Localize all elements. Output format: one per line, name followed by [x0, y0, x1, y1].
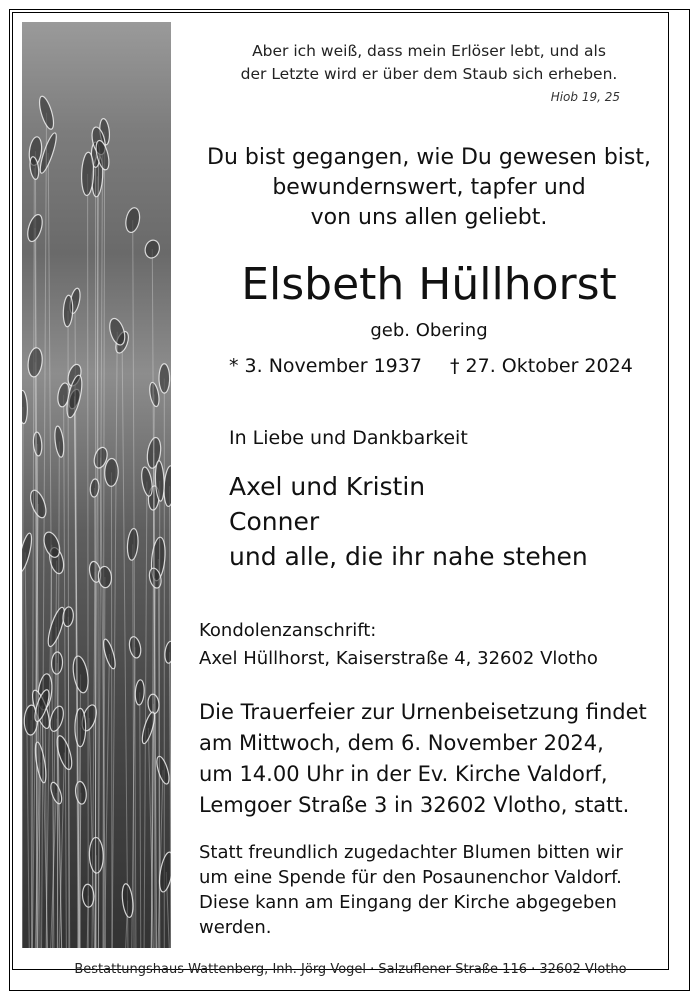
grass-seed-head	[37, 95, 57, 131]
grass-seed-head	[124, 207, 142, 234]
donation-line-2: um eine Spende für den Posaunenchor Valdorf.	[199, 867, 622, 888]
grass-seed-head	[28, 488, 49, 519]
service-line-4: Lemgoer Straße 3 in 32602 Vlotho, statt.	[199, 793, 630, 817]
grass-stem	[42, 706, 48, 948]
condolence-address	[199, 617, 598, 673]
deceased-name: Elsbeth Hüllhorst	[241, 259, 617, 310]
condolence-address-text: Axel Hüllhorst, Kaiserstraße 4, 32602 Vlotho	[199, 648, 598, 669]
poem	[190, 143, 668, 233]
grass-illustration	[22, 22, 171, 948]
mourners-line-3: und alle, die ihr nahe stehen	[229, 542, 588, 571]
grass-stem	[159, 481, 160, 948]
grass-stem	[22, 407, 23, 948]
service-line-3: um 14.00 Uhr in der Ev. Kirche Valdorf,	[199, 762, 608, 786]
grass-seed-head	[143, 239, 161, 260]
verse-reference: Hiob 19, 25	[550, 90, 620, 104]
mourners-line-1: Axel und Kristin	[229, 472, 426, 501]
grass-stem	[140, 692, 141, 948]
poem-line-1: Du bist gegangen, wie Du gewesen bist,	[207, 145, 651, 170]
grass-stem	[133, 544, 134, 948]
grass-stem	[46, 545, 52, 948]
grass-seed-head	[135, 680, 145, 706]
grass-seed-head	[33, 432, 43, 456]
grass-seed-head	[74, 781, 87, 805]
grass-stem	[144, 482, 147, 948]
grass-seed-head	[154, 755, 171, 785]
grass-seed-head	[126, 528, 139, 560]
grass-stem	[122, 342, 128, 948]
grass-seed-head	[27, 347, 44, 378]
mourners-list	[229, 469, 588, 574]
mourners-intro: In Liebe und Dankbarkeit	[229, 427, 468, 449]
birth-name: geb. Obering	[370, 320, 488, 341]
grass-seed-head	[104, 458, 118, 486]
birth-date: * 3. November 1937	[229, 355, 422, 377]
grass-seed-head	[22, 532, 34, 573]
grass-stem	[25, 552, 29, 948]
grass-photo	[22, 22, 171, 948]
grass-seed-head	[164, 641, 171, 664]
grass-stem	[88, 174, 89, 948]
poem-line-3: von uns allen geliebt.	[310, 205, 548, 230]
grass-seed-head	[159, 364, 170, 393]
mourners-line-2: Conner	[229, 507, 320, 536]
grass-seed-head	[22, 390, 28, 424]
grass-seed-head	[107, 317, 128, 347]
donation-note	[199, 840, 623, 940]
condolence-label: Kondolenzanschrift:	[199, 620, 377, 641]
grass-seed-head	[71, 655, 91, 694]
grass-seed-head	[140, 466, 154, 497]
grass-stem	[112, 332, 117, 948]
grass-stem	[64, 395, 67, 948]
grass-seed-head	[49, 781, 64, 805]
grass-seed-head	[47, 705, 65, 733]
verse-line-2: der Letzte wird er über dem Staub sich erheben.	[240, 65, 618, 83]
grass-seed-head	[148, 382, 161, 408]
grass-seed-head	[25, 213, 45, 243]
service-line-1: Die Trauerfeier zur Urnenbeisetzung findet	[199, 700, 647, 724]
grass-seed-head	[89, 837, 104, 873]
verse-line-1: Aber ich weiß, dass mein Erlöser lebt, und als	[252, 42, 606, 60]
donation-line-4: werden.	[199, 917, 272, 938]
death-date: † 27. Oktober 2024	[450, 355, 633, 377]
funeral-home-footer: Bestattungshaus Wattenberg, Inh. Jörg Vogel · Salzuflener Straße 116 · 32602 Vlotho	[74, 962, 627, 977]
service-info	[199, 697, 647, 821]
grass-stem	[31, 720, 32, 948]
grass-stem	[104, 654, 109, 948]
donation-line-3: Diese kann am Eingang der Kirche abgegeben	[199, 892, 617, 913]
poem-line-2: bewundernswert, tapfer und	[272, 175, 586, 200]
grass-seed-head	[63, 295, 74, 327]
bible-verse	[190, 40, 668, 86]
service-line-2: am Mittwoch, dem 6. November 2024,	[199, 731, 604, 755]
donation-line-1: Statt freundlich zugedachter Blumen bitten wir	[199, 842, 623, 863]
